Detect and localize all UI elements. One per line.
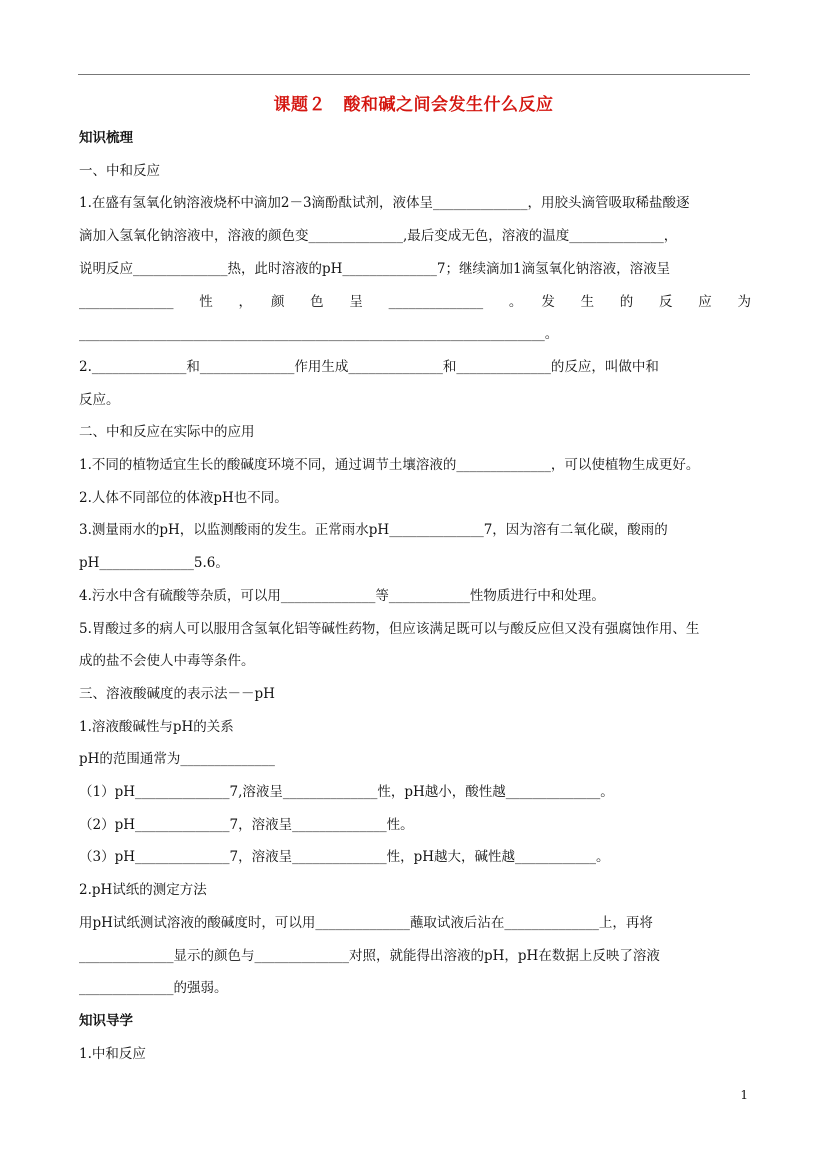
paragraph-line: 1.不同的植物适宜生长的酸碱度环境不同，通过调节土壤溶液的______________，可以使植物生成更好。 bbox=[79, 457, 700, 474]
paragraph-line: ______________的强弱。 bbox=[79, 980, 228, 997]
paragraph-line: 5.胃酸过多的病人可以服用含氢氧化铝等碱性药物，但应该满足既可以与酸反应但又没有强腐蚀作用、生 bbox=[79, 620, 700, 637]
lesson-title: 课题２ 酸和碱之间会发生什么反应 bbox=[273, 95, 554, 115]
paragraph-line: （3）pH______________7，溶液呈______________性，pH越大，碱性越____________。 bbox=[79, 849, 610, 866]
header-rule bbox=[78, 74, 750, 75]
paragraph-line: （2）pH______________7，溶液呈______________性。 bbox=[79, 816, 414, 833]
paragraph-line: 1.在盛有氢氧化钠溶液烧杯中滴加2－3滴酚酞试剂，液体呈______________，用胶头滴管吸取稀盐酸逐 bbox=[79, 195, 690, 212]
paragraph-line: 滴加入氢氧化钠溶液中，溶液的颜色变______________,最后变成无色，溶液的温度______________， bbox=[79, 228, 678, 245]
page-number: 1 bbox=[740, 1088, 748, 1102]
paragraph-line: ______________ 性 ， 颜 色 呈 ______________ 。 发 生 的 反 应 为 bbox=[79, 293, 751, 310]
section-heading-knowledge-guide: 知识导学 bbox=[79, 1012, 133, 1029]
paragraph-line: 反应。 bbox=[79, 391, 120, 408]
paragraph-line: 3.测量雨水的pH，以监测酸雨的发生。正常雨水pH______________7，因为溶有二氧化碳，酸雨的 bbox=[79, 522, 668, 539]
subsection-heading-applications: 二、中和反应在实际中的应用 bbox=[79, 424, 255, 441]
paragraph-line: 1.中和反应 bbox=[79, 1045, 146, 1062]
paragraph-line: ______________显示的颜色与______________对照，就能得出溶液的pH，pH在数据上反映了溶液 bbox=[79, 947, 660, 964]
section-heading-knowledge-review: 知识梳理 bbox=[79, 130, 133, 146]
paragraph-line: _____________________________________________________________________。 bbox=[79, 326, 559, 343]
paragraph-line: 用pH试纸测试溶液的酸碱度时，可以用______________蘸取试液后沾在______________上，再将 bbox=[79, 914, 653, 931]
subsection-heading-ph: 三、溶液酸碱度的表示法－－pH bbox=[79, 685, 275, 702]
paragraph-line: 说明反应______________热，此时溶液的pH______________7；继续滴加1滴氢氧化钠溶液，溶液呈 bbox=[79, 260, 671, 277]
paragraph-line: pH______________5.6。 bbox=[79, 555, 229, 572]
worksheet-body bbox=[79, 122, 751, 1070]
paragraph-line: pH的范围通常为______________ bbox=[79, 751, 275, 768]
paragraph-line: 2.______________和______________作用生成______________和______________的反应，叫做中和 bbox=[79, 358, 659, 375]
paragraph-line: 成的盐不会使人中毒等条件。 bbox=[79, 653, 255, 670]
paragraph-line: 2.人体不同部位的体液pH也不同。 bbox=[79, 489, 288, 506]
paragraph-line: 1.溶液酸碱性与pH的关系 bbox=[79, 718, 234, 735]
paragraph-line: 2.pH试纸的测定方法 bbox=[79, 882, 207, 899]
paragraph-line: （1）pH______________7,溶液呈______________性，pH越小，酸性越______________。 bbox=[79, 784, 614, 801]
subsection-heading-neutralization: 一、中和反应 bbox=[79, 162, 160, 179]
paragraph-line: 4.污水中含有硫酸等杂质，可以用______________等____________性物质进行中和处理。 bbox=[79, 587, 605, 604]
